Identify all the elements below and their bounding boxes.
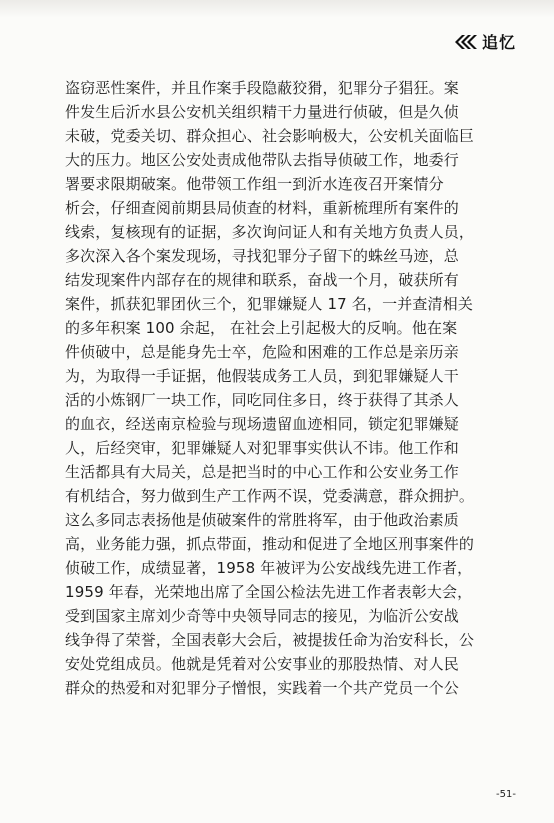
text-line: 件侦破中，总是能身先士卒，危险和困难的工作总是亲历亲 bbox=[65, 343, 459, 361]
text-line: 多次深入各个案发现场，寻找犯罪分子留下的蛛丝马迹，总 bbox=[65, 247, 459, 265]
text-line: 受到国家主席刘少奇等中央领导同志的接见，为临沂公安战 bbox=[65, 607, 459, 625]
body-text bbox=[65, 76, 497, 700]
text-line: 安处党组成员。他就是凭着对公安事业的那股热情、对人民 bbox=[65, 655, 459, 673]
text-line: 未破，党委关切、群众担心、社会影响极大，公安机关面临巨 bbox=[65, 127, 475, 145]
text-line: 线索，复核现有的证据，多次询问证人和有关地方负责人员， bbox=[65, 223, 475, 241]
section-title: 追忆 bbox=[481, 33, 516, 52]
text-line: 盗窃恶性案件，并且作案手段隐蔽狡猾，犯罪分子猖狂。案 bbox=[65, 79, 459, 97]
text-line: 大的压力。地区公安处责成他带队去指导侦破工作，地委行 bbox=[65, 151, 459, 169]
page-number: -51- bbox=[496, 789, 516, 800]
text-line: 侦破工作，成绩显著，1958 年被评为公安战线先进工作者， bbox=[65, 559, 473, 577]
text-line: 署要求限期破案。他带领工作组一到沂水连夜召开案情分 bbox=[65, 175, 444, 193]
text-line: 的血衣，经送南京检验与现场遗留血迹相同，锁定犯罪嫌疑 bbox=[65, 415, 459, 433]
text-line: 案件，抓获犯罪团伙三个，犯罪嫌疑人 17 名，一并查清相关 bbox=[65, 295, 473, 313]
section-header bbox=[455, 30, 516, 53]
text-line: 生活都具有大局关，总是把当时的中心工作和公安业务工作 bbox=[65, 463, 459, 481]
text-line: 线争得了荣誉，全国表彰大会后，被提拔任命为治安科长，公 bbox=[65, 631, 475, 649]
text-line: 有机结合，努力做到生产工作两不误，党委满意，群众拥护。 bbox=[65, 487, 475, 505]
page-top-shadow bbox=[0, 0, 554, 18]
double-chevron-left-icon bbox=[455, 35, 477, 49]
text-line: 这么多同志表扬他是侦破案件的常胜将军，由于他政治素质 bbox=[65, 511, 459, 529]
text-line: 人，后经突审，犯罪嫌疑人对犯罪事实供认不讳。他工作和 bbox=[65, 439, 459, 457]
text-line: 为，为取得一手证据，他假装成务工人员，到犯罪嫌疑人干 bbox=[65, 367, 459, 385]
text-line: 高，业务能力强，抓点带面，推动和促进了全地区刑事案件的 bbox=[65, 535, 475, 553]
text-line: 群众的热爱和对犯罪分子憎恨，实践着一个共产党员一个公 bbox=[65, 679, 459, 697]
text-line: 件发生后沂水县公安机关组织精干力量进行侦破，但是久侦 bbox=[65, 103, 459, 121]
text-line: 1959 年春，光荣地出席了全国公检法先进工作者表彰大会， bbox=[65, 583, 473, 601]
text-line: 结发现案件内部存在的规律和联系，奋战一个月，破获所有 bbox=[65, 271, 459, 289]
text-line: 的多年积案 100 余起， 在社会上引起极大的反响。他在案 bbox=[65, 319, 458, 337]
text-line: 活的小炼钢厂一块工作，同吃同住多日，终于获得了其杀人 bbox=[65, 391, 459, 409]
text-line: 析会，仔细查阅前期县局侦查的材料，重新梳理所有案件的 bbox=[65, 199, 459, 217]
